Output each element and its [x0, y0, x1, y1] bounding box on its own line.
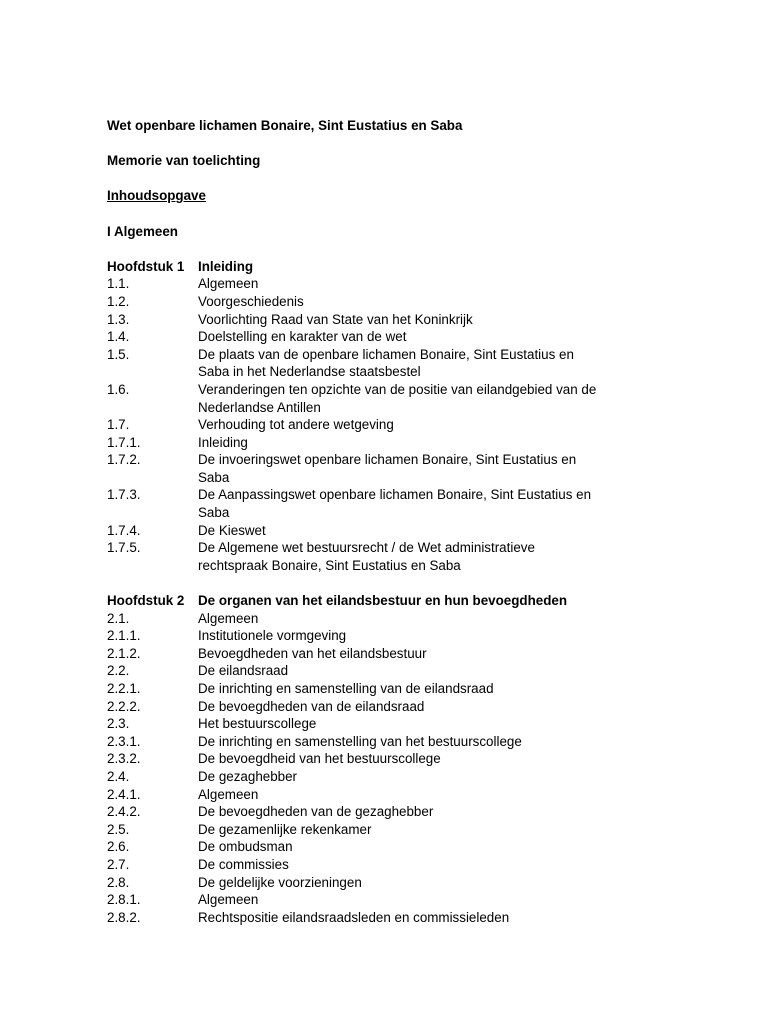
- toc-entry-text: Institutionele vormgeving: [198, 628, 347, 644]
- chapter-title: De organen van het eilandsbestuur en hun bevoegdheden: [198, 593, 568, 609]
- toc-entry-text: Voorgeschiedenis: [198, 293, 304, 309]
- toc-entry-number: 2.1.1.: [107, 628, 141, 644]
- toc-entry-text: Voorlichting Raad van State van het Koninkrijk: [198, 311, 473, 327]
- toc-entry-number: 2.1.2.: [107, 645, 141, 661]
- toc-entry-number: 1.7.4.: [107, 522, 141, 538]
- table-of-contents: [107, 258, 707, 927]
- chapter-heading: [107, 258, 707, 276]
- toc-entry-number: 1.7.1.: [107, 434, 141, 450]
- toc-entry-text: Het bestuurscollege: [198, 716, 317, 732]
- toc-entry-text: Algemeen: [198, 610, 259, 626]
- toc-entry-text: De Kieswet: [198, 522, 266, 538]
- toc-entry-number: 2.4.1.: [107, 786, 141, 802]
- toc-entry-number: 2.3.1.: [107, 733, 141, 749]
- toc-entry-text: Algemeen: [198, 892, 259, 908]
- toc-entry-number: 2.2.: [107, 663, 130, 679]
- toc-entry: [107, 768, 707, 786]
- toc-entry: [107, 346, 707, 381]
- toc-entry-text: Doelstelling en karakter van de wet: [198, 329, 407, 345]
- toc-entry-number: 2.7.: [107, 856, 130, 872]
- toc-entry-number: 1.6.: [107, 381, 130, 397]
- toc-entry-number: 1.1.: [107, 276, 130, 292]
- toc-entry-number: 2.1.: [107, 610, 130, 626]
- toc-entry: [107, 838, 707, 856]
- toc-entry-number: 1.7.: [107, 417, 130, 433]
- toc-entry-number: 1.5.: [107, 346, 130, 362]
- toc-entry-text: De gezamenlijke rekenkamer: [198, 821, 372, 837]
- toc-entry-number: 2.4.2.: [107, 804, 141, 820]
- toc-entry-text: De ombudsman: [198, 839, 293, 855]
- chapter-number: Hoofdstuk 1: [107, 258, 185, 274]
- toc-entry: [107, 610, 707, 628]
- toc-entry: [107, 328, 707, 346]
- toc-entry: [107, 293, 707, 311]
- toc-entry-text: Inleiding: [198, 434, 248, 450]
- toc-entry: [107, 522, 707, 540]
- toc-entry: [107, 786, 707, 804]
- toc-entry-text: Algemeen: [198, 276, 259, 292]
- toc-entry-text: De inrichting en samenstelling van de eilandsraad: [198, 681, 494, 696]
- toc-entry-text: De commissies: [198, 856, 289, 872]
- toc-entry-text: De plaats van de openbare lichamen Bonaire, Sint Eustatius en Saba in het Nederlandse staatsbestel: [198, 346, 574, 380]
- toc-entry: [107, 434, 707, 452]
- toc-entry: [107, 311, 707, 329]
- toc-entry: [107, 645, 707, 663]
- toc-chapter: [107, 258, 707, 575]
- toc-entry-text: De eilandsraad: [198, 663, 289, 679]
- toc-entry-number: 2.2.1.: [107, 681, 141, 696]
- toc-entry-number: 2.3.: [107, 716, 130, 732]
- toc-entry: [107, 275, 707, 293]
- toc-entry-number: 2.4.: [107, 768, 130, 784]
- toc-entry: [107, 698, 707, 716]
- toc-entry: [107, 715, 707, 733]
- toc-entry-number: 2.2.2.: [107, 698, 141, 714]
- toc-entry-number: 1.7.2.: [107, 452, 141, 468]
- toc-entry-number: 2.6.: [107, 839, 130, 855]
- toc-entry-number: 1.4.: [107, 329, 130, 345]
- toc-entry-number: 1.2.: [107, 293, 130, 309]
- chapter-heading: [107, 592, 707, 610]
- toc-entry-text: De Aanpassingswet openbare lichamen Bonaire, Sint Eustatius en Saba: [198, 487, 592, 521]
- toc-entry: [107, 803, 707, 821]
- toc-entry: [107, 891, 707, 909]
- toc-entry-text: De invoeringswet openbare lichamen Bonaire, Sint Eustatius en Saba: [198, 452, 577, 485]
- toc-entry-text: De geldelijke voorzieningen: [198, 874, 362, 890]
- chapter-number: Hoofdstuk 2: [107, 593, 185, 609]
- toc-entry: [107, 909, 707, 927]
- document-title: Wet openbare lichamen Bonaire, Sint Eustatius en Saba: [107, 118, 463, 133]
- toc-entry-number: 1.3.: [107, 311, 130, 327]
- toc-chapter: [107, 592, 707, 926]
- toc-entry-number: 1.7.3.: [107, 487, 141, 503]
- toc-entry: [107, 381, 707, 416]
- toc-entry-number: 2.3.2.: [107, 751, 141, 767]
- toc-entry: [107, 733, 707, 751]
- toc-entry: [107, 539, 707, 574]
- toc-entry: [107, 662, 707, 680]
- toc-entry-text: De Algemene wet bestuursrecht / de Wet administratieve rechtspraak Bonaire, Sint Eustatius en Saba: [198, 540, 535, 573]
- toc-entry: [107, 627, 707, 645]
- toc-entry-text: De inrichting en samenstelling van het bestuurscollege: [198, 733, 522, 749]
- chapter-title: Inleiding: [198, 258, 254, 274]
- toc-entry-text: Algemeen: [198, 786, 259, 802]
- toc-entry-text: De gezaghebber: [198, 768, 298, 784]
- part-heading: I Algemeen: [107, 223, 178, 239]
- toc-entry-text: Verhouding tot andere wetgeving: [198, 417, 394, 433]
- toc-entry-text: De bevoegdheid van het bestuurscollege: [198, 751, 441, 767]
- toc-entry-text: De bevoegdheden van de eilandsraad: [198, 698, 425, 714]
- toc-entry: [107, 451, 707, 486]
- toc-entry-number: 2.8.: [107, 874, 130, 890]
- toc-entry: [107, 680, 707, 698]
- toc-entry-text: De bevoegdheden van de gezaghebber: [198, 804, 434, 820]
- toc-entry: [107, 416, 707, 434]
- toc-entry: [107, 856, 707, 874]
- toc-entry-text: Rechtspositie eilandsraadsleden en commissieleden: [198, 909, 510, 925]
- toc-entry: [107, 486, 707, 521]
- toc-entry-number: 2.8.2.: [107, 909, 141, 925]
- toc-entry-text: Bevoegdheden van het eilandsbestuur: [198, 645, 427, 661]
- toc-entry-number: 1.7.5.: [107, 540, 141, 556]
- toc-entry: [107, 750, 707, 768]
- toc-entry: [107, 821, 707, 839]
- toc-heading: Inhoudsopgave: [107, 188, 206, 204]
- toc-entry-text: Veranderingen ten opzichte van de positie van eilandgebied van de Nederlandse Antillen: [198, 381, 597, 415]
- toc-entry: [107, 874, 707, 892]
- toc-entry-number: 2.8.1.: [107, 892, 141, 908]
- document-content: [107, 117, 707, 926]
- document-subtitle: Memorie van toelichting: [107, 153, 261, 169]
- toc-entry-number: 2.5.: [107, 821, 130, 837]
